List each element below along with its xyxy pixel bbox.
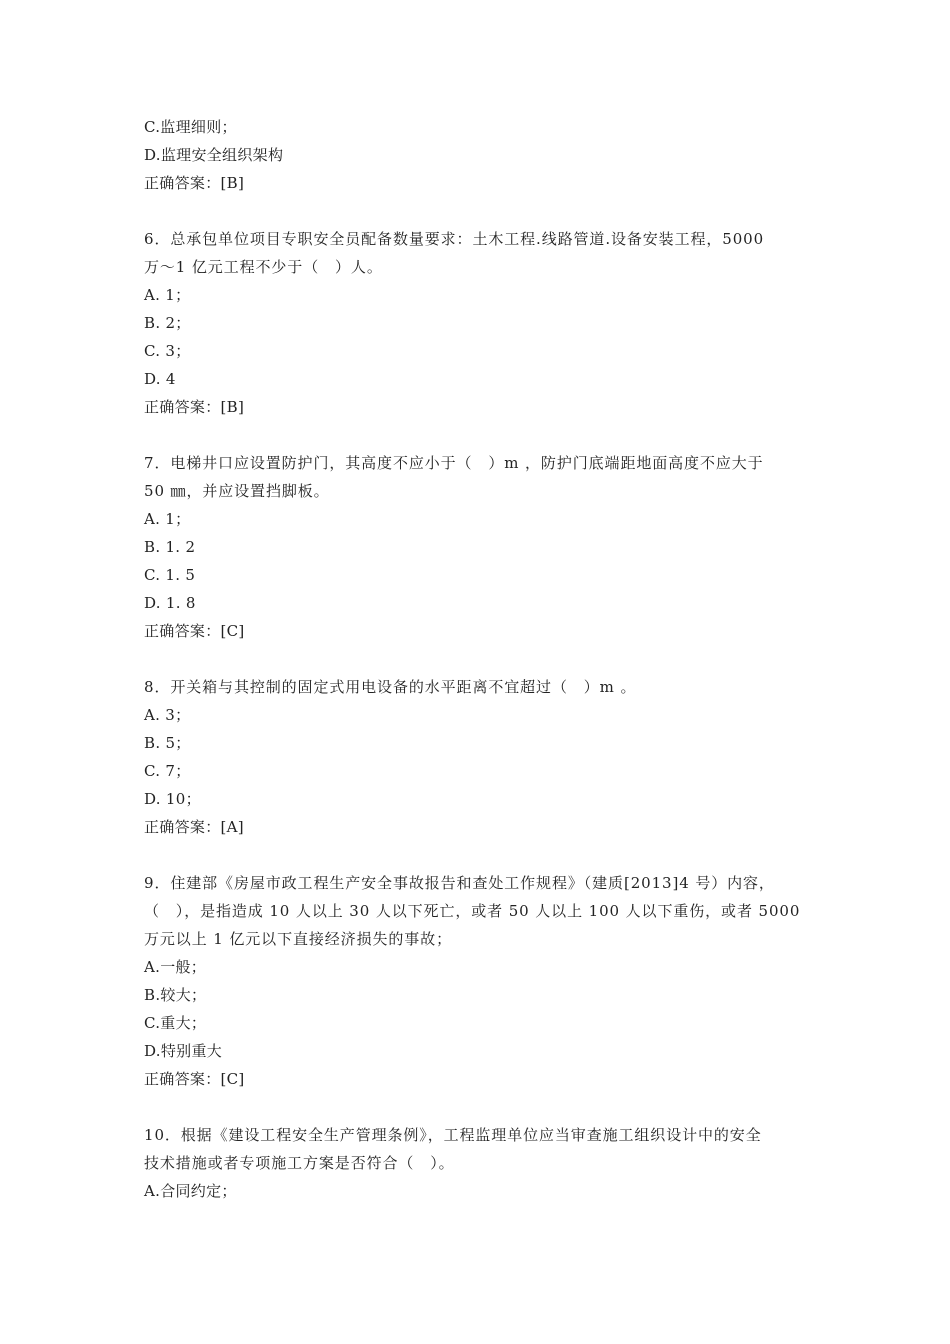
question-stem-line: 技术措施或者专项施工方案是否符合（ ）。 [144,1154,455,1172]
option-c: C. 3； [144,342,191,360]
option-a: A.一般； [144,958,207,976]
question-stem-line: 7．电梯井口应设置防护门，其高度不应小于（ ）m ，防护门底端距地面高度不应大于 [144,454,764,472]
question-10 [144,1121,814,1205]
option-d: D. 1. 8 [144,594,196,612]
option-d: D. 10； [144,790,201,808]
option-a: A. 1； [144,510,191,528]
question-stem-line: 10．根据《建设工程安全生产管理条例》，工程监理单位应当审查施工组织设计中的安全 [144,1126,762,1144]
option-c: C.监理细则； [144,118,237,136]
answer-line: 正确答案：[C] [144,622,245,640]
question-stem-line: 8．开关箱与其控制的固定式用电设备的水平距离不宜超过（ ）m 。 [144,678,637,696]
question-stem-line: 万～1 亿元工程不少于（ ）人。 [144,258,383,276]
question-5-tail [144,113,814,197]
answer-line: 正确答案：[B] [144,174,245,192]
option-a: A. 3； [144,706,191,724]
option-c: C. 7； [144,762,191,780]
option-d: D.监理安全组织架构 [144,146,284,164]
question-stem-line: （ ），是指造成 10 人以上 30 人以下死亡，或者 50 人以上 100 人以下重伤，或者 5000 [144,902,801,920]
answer-line: 正确答案：[C] [144,1070,245,1088]
question-7 [144,449,814,645]
question-stem-line: 9．住建部《房屋市政工程生产安全事故报告和查处工作规程》（建质[2013]4 号）内容， [144,874,775,892]
question-6 [144,225,814,421]
option-c: C.重大； [144,1014,207,1032]
question-stem-line: 6．总承包单位项目专职安全员配备数量要求：土木工程.线路管道.设备安装工程，5000 [144,230,765,248]
option-c: C. 1. 5 [144,566,196,584]
answer-line: 正确答案：[A] [144,818,244,836]
question-8 [144,673,814,841]
option-a: A. 1； [144,286,191,304]
option-b: B. 2； [144,314,191,332]
answer-line: 正确答案：[B] [144,398,245,416]
option-d: D. 4 [144,370,176,388]
question-list [144,113,814,1205]
question-stem-line: 50 ㎜，并应设置挡脚板。 [144,482,330,500]
option-d: D.特别重大 [144,1042,223,1060]
option-b: B.较大； [144,986,207,1004]
option-a: A.合同约定； [144,1182,237,1200]
option-b: B. 5； [144,734,191,752]
question-9 [144,869,814,1093]
option-b: B. 1. 2 [144,538,196,556]
question-stem-line: 万元以上 1 亿元以下直接经济损失的事故； [144,930,452,948]
